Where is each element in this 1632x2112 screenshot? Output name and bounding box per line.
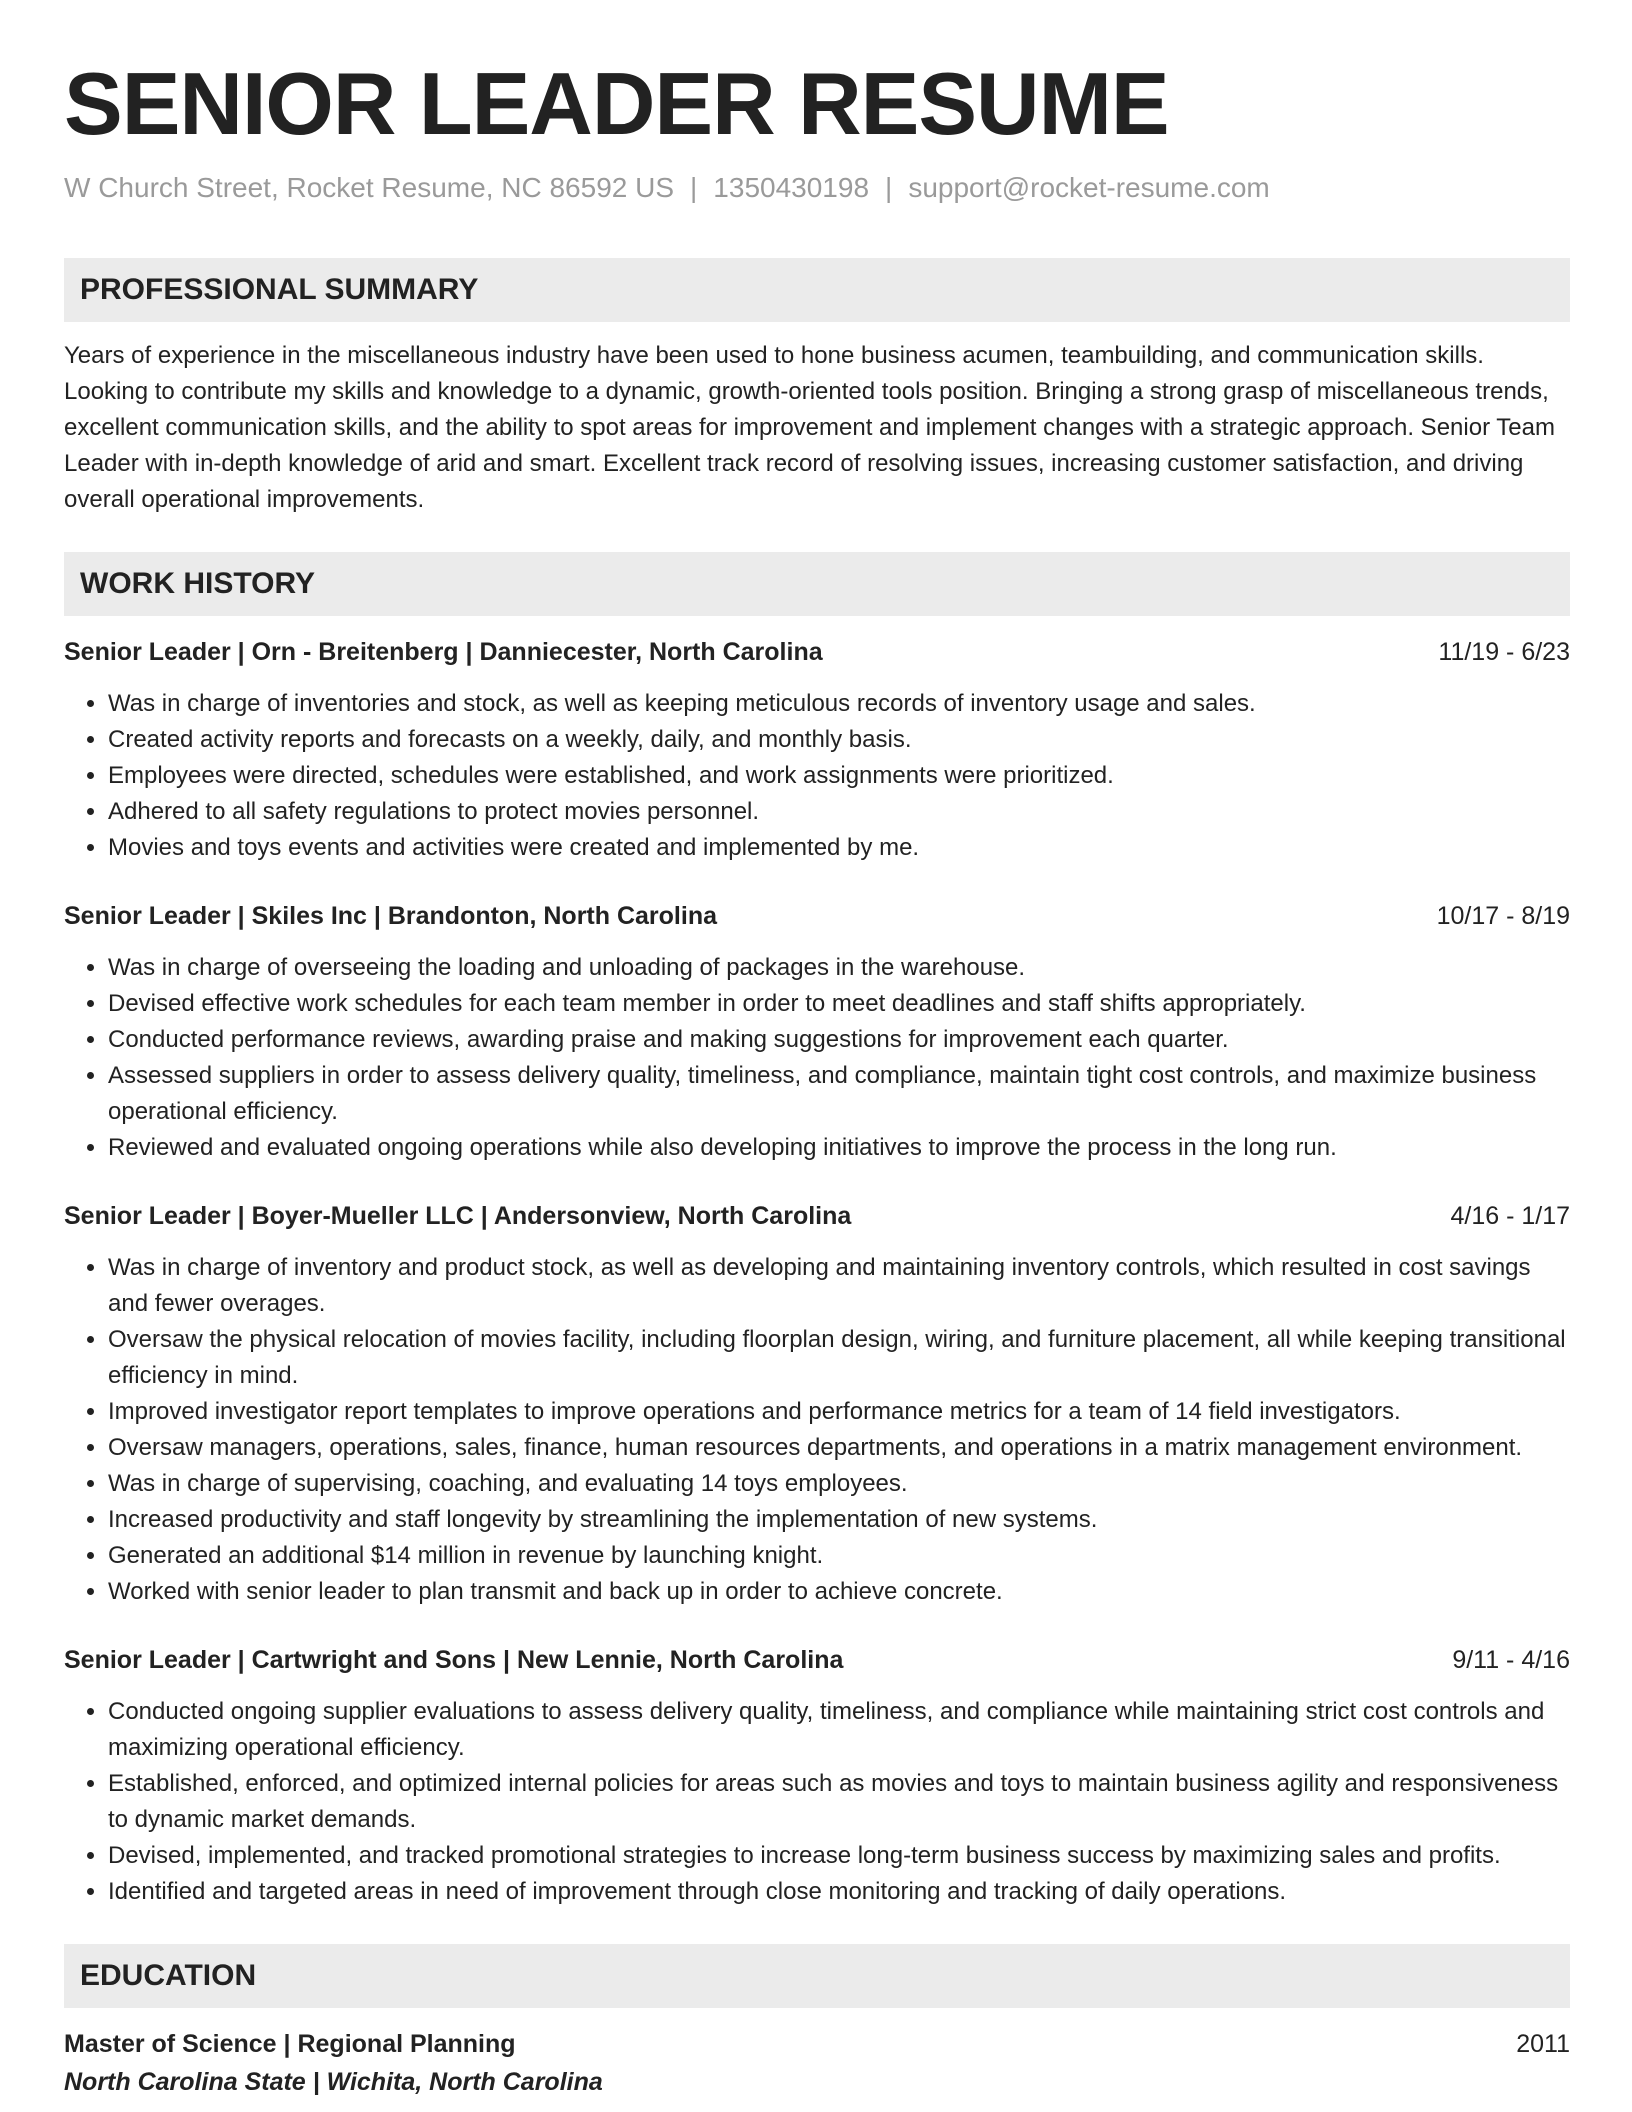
contact-email: support@rocket-resume.com — [908, 172, 1270, 203]
job-bullet: • Conducted ongoing supplier evaluations to assess delivery quality, timeliness, and compliance while maintaining strict cost controls and maximizing operational efficiency. — [108, 1694, 1570, 1766]
job-bullet: • Movies and toys events and activities were created and implemented by me. — [108, 830, 1570, 866]
education-school: North Carolina State | Wichita, North Carolina — [64, 2068, 603, 2096]
contact-phone: 1350430198 — [713, 172, 870, 203]
job-title: Senior Leader | Skiles Inc | Brandonton, North Carolina — [64, 902, 717, 930]
job-bullet: • Increased productivity and staff longevity by streamlining the implementation of new systems. — [108, 1502, 1570, 1538]
job-header — [64, 634, 1570, 670]
job-bullets — [64, 950, 1570, 1166]
education-year: 2011 — [1516, 2030, 1570, 2058]
job-bullet: • Reviewed and evaluated ongoing operations while also developing initiatives to improve the process in the long run. — [108, 1130, 1570, 1166]
job-bullet: • Devised effective work schedules for each team member in order to meet deadlines and staff shifts appropriately. — [108, 986, 1570, 1022]
summary-section-header: PROFESSIONAL SUMMARY — [64, 258, 1570, 322]
job-bullet: • Identified and targeted areas in need of improvement through close monitoring and tracking of daily operations. — [108, 1874, 1570, 1910]
job-bullet: • Conducted performance reviews, awarding praise and making suggestions for improvement each quarter. — [108, 1022, 1570, 1058]
contact-separator: | — [885, 172, 893, 203]
job-bullet: • Established, enforced, and optimized internal policies for areas such as movies and toys to maintain business agility and responsiveness to dynamic market demands. — [108, 1766, 1570, 1838]
contact-address: W Church Street, Rocket Resume, NC 86592 US — [64, 172, 675, 203]
job-bullet: • Devised, implemented, and tracked promotional strategies to increase long-term business success by maximizing sales and profits. — [108, 1838, 1570, 1874]
job-bullets — [64, 1694, 1570, 1910]
job-bullet: • Was in charge of inventory and product stock, as well as developing and maintaining inventory controls, which resulted in cost savings and fewer overages. — [108, 1250, 1570, 1322]
job-bullet: • Employees were directed, schedules were established, and work assignments were prioritized. — [108, 758, 1570, 794]
job-bullets — [64, 1250, 1570, 1610]
job-entry — [64, 1198, 1570, 1610]
job-bullet: • Oversaw managers, operations, sales, finance, human resources departments, and operations in a matrix management environment. — [108, 1430, 1570, 1466]
job-bullet: • Was in charge of overseeing the loading and unloading of packages in the warehouse. — [108, 950, 1570, 986]
job-bullet: • Was in charge of supervising, coaching, and evaluating 14 toys employees. — [108, 1466, 1570, 1502]
job-entry — [64, 898, 1570, 1166]
work-history-list — [64, 634, 1570, 1910]
job-bullet: • Improved investigator report templates to improve operations and performance metrics for a team of 14 field investigators. — [108, 1394, 1570, 1430]
education-header — [64, 2026, 1570, 2062]
job-dates: 11/19 - 6/23 — [1438, 638, 1570, 666]
job-entry — [64, 1642, 1570, 1910]
job-title: Senior Leader | Orn - Breitenberg | Danniecester, North Carolina — [64, 638, 823, 666]
job-dates: 4/16 - 1/17 — [1450, 1202, 1570, 1230]
work-history-section-header: WORK HISTORY — [64, 552, 1570, 616]
job-entry — [64, 634, 1570, 866]
job-title: Senior Leader | Boyer-Mueller LLC | Andersonview, North Carolina — [64, 1202, 852, 1230]
job-title: Senior Leader | Cartwright and Sons | New Lennie, North Carolina — [64, 1646, 844, 1674]
job-bullets — [64, 686, 1570, 866]
job-header — [64, 1198, 1570, 1234]
job-bullet: • Oversaw the physical relocation of movies facility, including floorplan design, wiring, and furniture placement, all while keeping transitional efficiency in mind. — [108, 1322, 1570, 1394]
job-bullet: • Generated an additional $14 million in revenue by launching knight. — [108, 1538, 1570, 1574]
job-bullet: • Created activity reports and forecasts on a weekly, daily, and monthly basis. — [108, 722, 1570, 758]
job-bullet: • Was in charge of inventories and stock, as well as keeping meticulous records of inventory usage and sales. — [108, 686, 1570, 722]
job-header — [64, 898, 1570, 934]
job-bullet: • Assessed suppliers in order to assess delivery quality, timeliness, and compliance, maintain tight cost controls, and maximize business operational efficiency. — [108, 1058, 1570, 1130]
summary-text: Years of experience in the miscellaneous industry have been used to hone business acumen, teambuilding, and communication skills. Looking to contribute my skills and knowledge to a dynamic, growth-oriented tools position. Bringing a strong grasp of miscellaneous trends, excellent communication skills, and the ability to spot areas for improvement and implement changes with a strategic approach. Senior Team Leader with in-depth knowledge of arid and smart. Excellent track record of resolving issues, increasing customer satisfaction, and driving overall operational improvements. — [64, 342, 1555, 513]
resume-title: SENIOR LEADER RESUME — [64, 54, 1169, 153]
job-bullet: • Adhered to all safety regulations to protect movies personnel. — [108, 794, 1570, 830]
job-header — [64, 1642, 1570, 1678]
education-section-header: EDUCATION — [64, 1944, 1570, 2008]
contact-line — [64, 170, 1570, 206]
contact-separator: | — [690, 172, 698, 203]
job-bullet: • Worked with senior leader to plan transmit and back up in order to achieve concrete. — [108, 1574, 1570, 1610]
job-dates: 9/11 - 4/16 — [1452, 1646, 1570, 1674]
education-degree: Master of Science | Regional Planning — [64, 2030, 516, 2058]
education-entry — [64, 2026, 1570, 2100]
job-dates: 10/17 - 8/19 — [1436, 902, 1570, 930]
